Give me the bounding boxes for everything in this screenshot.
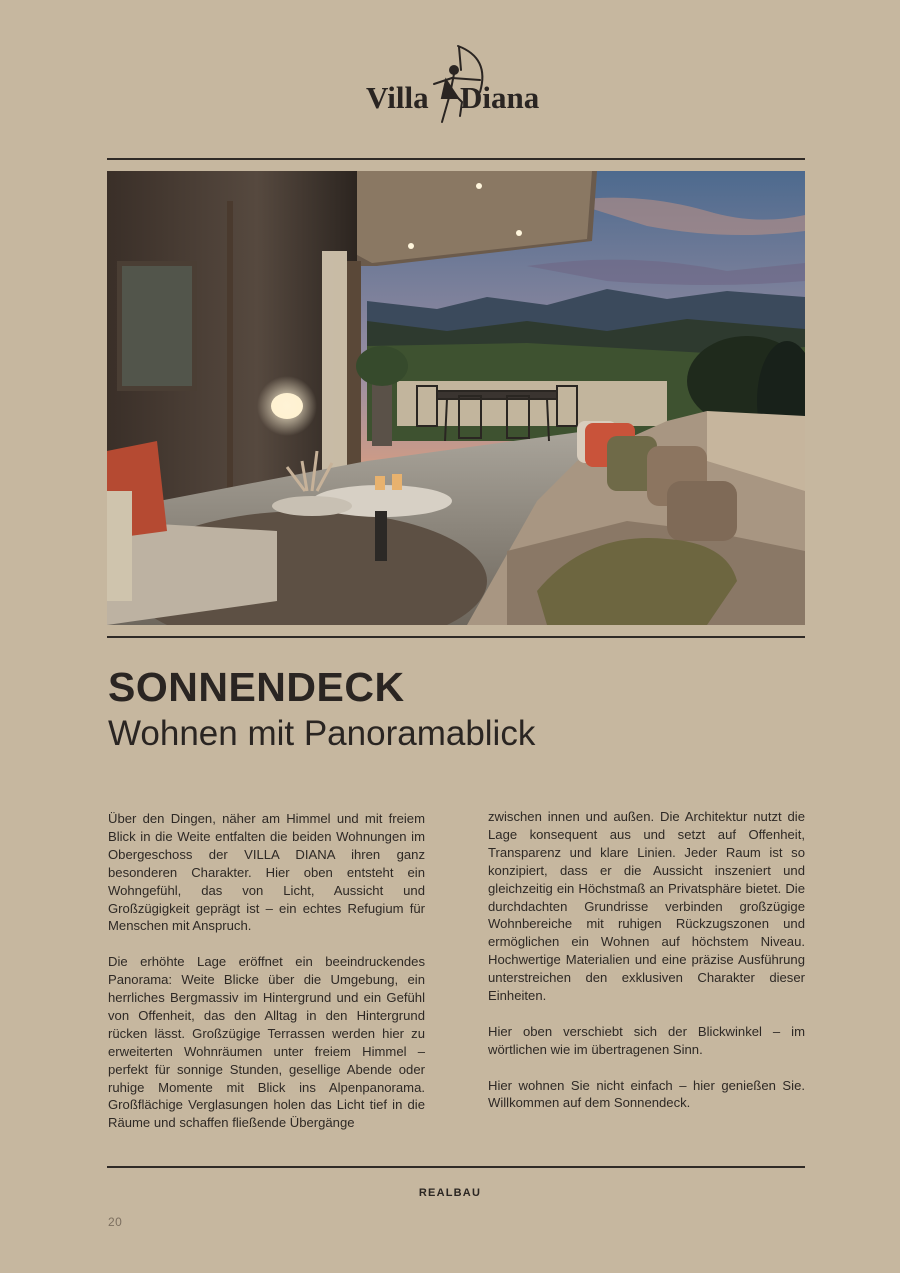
- hero-terrace-photo: [107, 171, 805, 625]
- footer-brand: REALBAU: [418, 1187, 482, 1199]
- villa-diana-logo: [0, 40, 900, 130]
- body-paragraph: Hier wohnen Sie nicht einfach – hier genießen Sie. Willkommen auf dem Sonnendeck.: [488, 1077, 805, 1111]
- page-title: SONNENDECK: [108, 664, 405, 710]
- body-paragraph: zwischen innen und außen. Die Architektur nutzt die Lage konsequent aus und setzt auf Offenheit, Transparenz und klare Linien. Jeder Raum ist so konzipiert, dass er die Aussicht inszeniert und gleichzeitig ein Höchstmaß an Privatsphäre bietet. Die durchdachten Grundrisse verbinden großzügige Wohnbereiche mit ruhigen Rückzugszonen und ermöglichen ein Wohnen auf höchstem Niveau. Hochwertige Materialien und eine präzise Ausführung unterstreichen den exklusiven Charakter dieser Einheiten.: [488, 809, 805, 1004]
- middle-divider: [107, 636, 805, 638]
- body-paragraph: Hier oben verschiebt sich der Blickwinkel – im wörtlichen wie im übertragenen Sinn.: [488, 1023, 805, 1057]
- logo-word-villa: Villa: [366, 80, 429, 115]
- body-column-right: [488, 808, 805, 1130]
- top-divider: [107, 158, 805, 160]
- terrace-illustration: [107, 171, 805, 625]
- page-number: 20: [108, 1215, 123, 1229]
- logo-word-diana: Diana: [460, 80, 540, 115]
- body-paragraph: Die erhöhte Lage eröffnet ein beeindruckendes Panorama: Weite Blicke über die Umgebung, ein herrliches Bergmassiv im Hintergrund und ein Gefühl von Offenheit, das den Alltag in den Hintergrund rücken lässt. Großzügige Terrassen werden hier zu erweiterten Wohnräumen unter freiem Himmel – perfekt für sonnige Stunden, gesellige Abende oder ruhige Momente mit Blick ins Alpenpanorama. Großflächige Verglasungen holen das Licht tief in die Räume und schaffen fließende Übergänge: [108, 954, 425, 1131]
- page-subtitle: Wohnen mit Panoramablick: [108, 714, 536, 753]
- bottom-divider: [107, 1166, 805, 1168]
- body-column-left: [108, 810, 425, 1150]
- body-paragraph: Über den Dingen, näher am Himmel und mit freiem Blick in die Weite entfalten die beiden Wohnungen im Obergeschoss der VILLA DIANA ihren ganz besonderen Charakter. Hier oben entsteht ein Wohngefühl, das von Licht, Aussicht und Großzügigkeit geprägt ist – ein echtes Refugium für Menschen mit Anspruch.: [108, 811, 425, 934]
